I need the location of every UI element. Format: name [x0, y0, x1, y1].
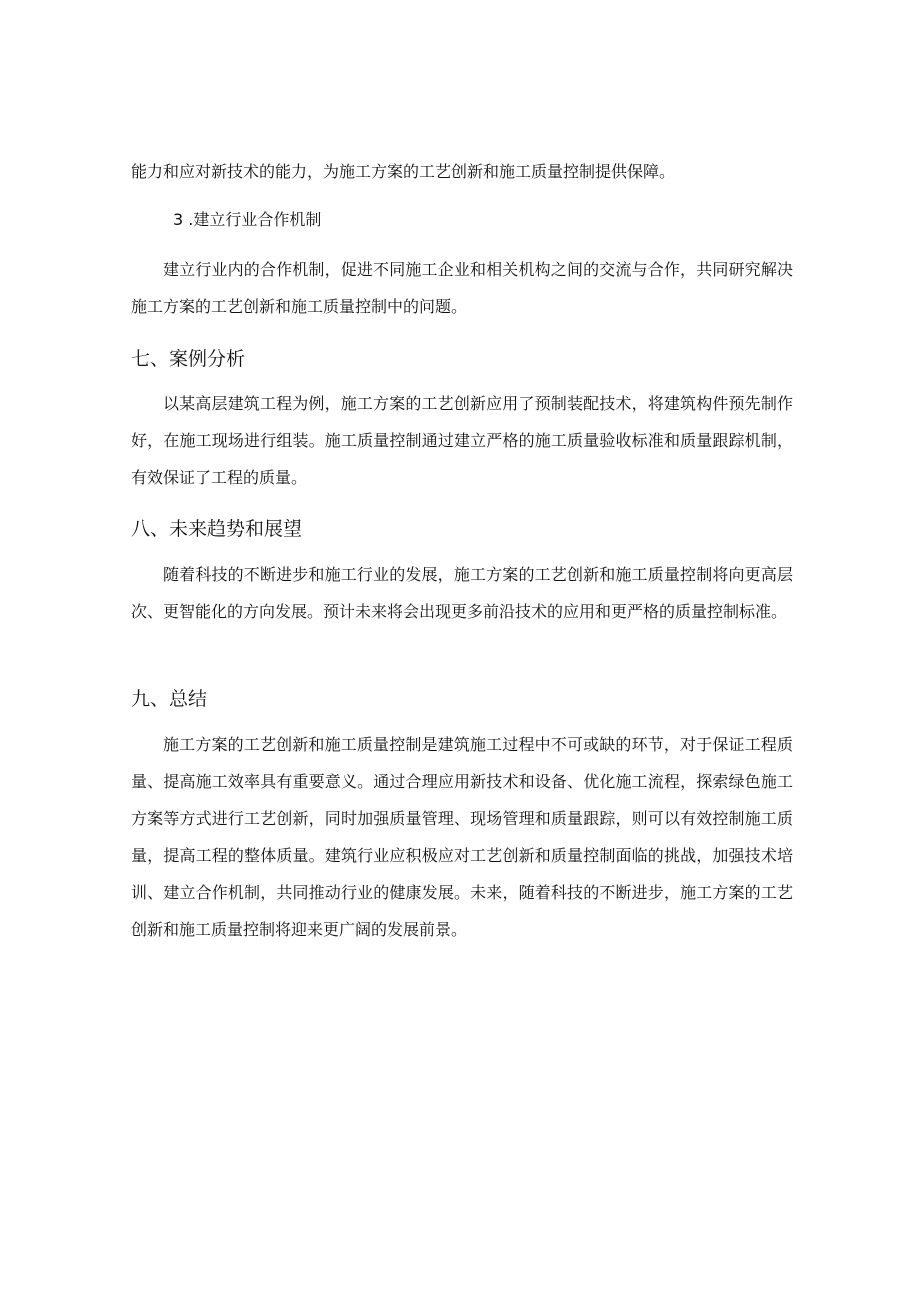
section-heading-summary: 九、总结: [131, 688, 208, 710]
section-paragraph-summary: 施工方案的工艺创新和施工质量控制是建筑施工过程中不可或缺的环节，对于保证工程质量、提高施工效率具有重要意义。通过合理应用新技术和设备、优化施工流程，探索绿色施工方案等方式进行工艺创新，同时加强质量管理、现场管理和质量跟踪，则可以有效控制施工质量，提高工程的整体质量。建筑行业应积极应对工艺创新和质量控制面临的挑战，加强技术培训、建立合作机制，共同推动行业的健康发展。未来，随着科技的不断进步，施工方案的工艺创新和施工质量控制将迎来更广阔的发展前景。: [131, 735, 793, 939]
subsection-paragraph: 建立行业内的合作机制，促进不同施工企业和相关机构之间的交流与合作，共同研究解决施工方案的工艺创新和施工质量控制中的问题。: [131, 260, 793, 316]
section-heading-future-trends: 八、未来趋势和展望: [131, 518, 303, 540]
section-paragraph-future-trends: 随着科技的不断进步和施工行业的发展，施工方案的工艺创新和施工质量控制将向更高层次、更智能化的方向发展。预计未来将会出现更多前沿技术的应用和更严格的质量控制标准。: [131, 565, 793, 621]
subsection-heading: 3 .建立行业合作机制: [173, 210, 322, 229]
continued-paragraph: 能力和应对新技术的能力，为施工方案的工艺创新和施工质量控制提供保障。: [131, 162, 676, 181]
section-heading-case-analysis: 七、案例分析: [131, 348, 246, 370]
section-paragraph-case-analysis: 以某高层建筑工程为例，施工方案的工艺创新应用了预制装配技术，将建筑构件预先制作好，在施工现场进行组装。施工质量控制通过建立严格的施工质量验收标准和质量跟踪机制，有效保证了工程的质量。: [131, 394, 793, 487]
